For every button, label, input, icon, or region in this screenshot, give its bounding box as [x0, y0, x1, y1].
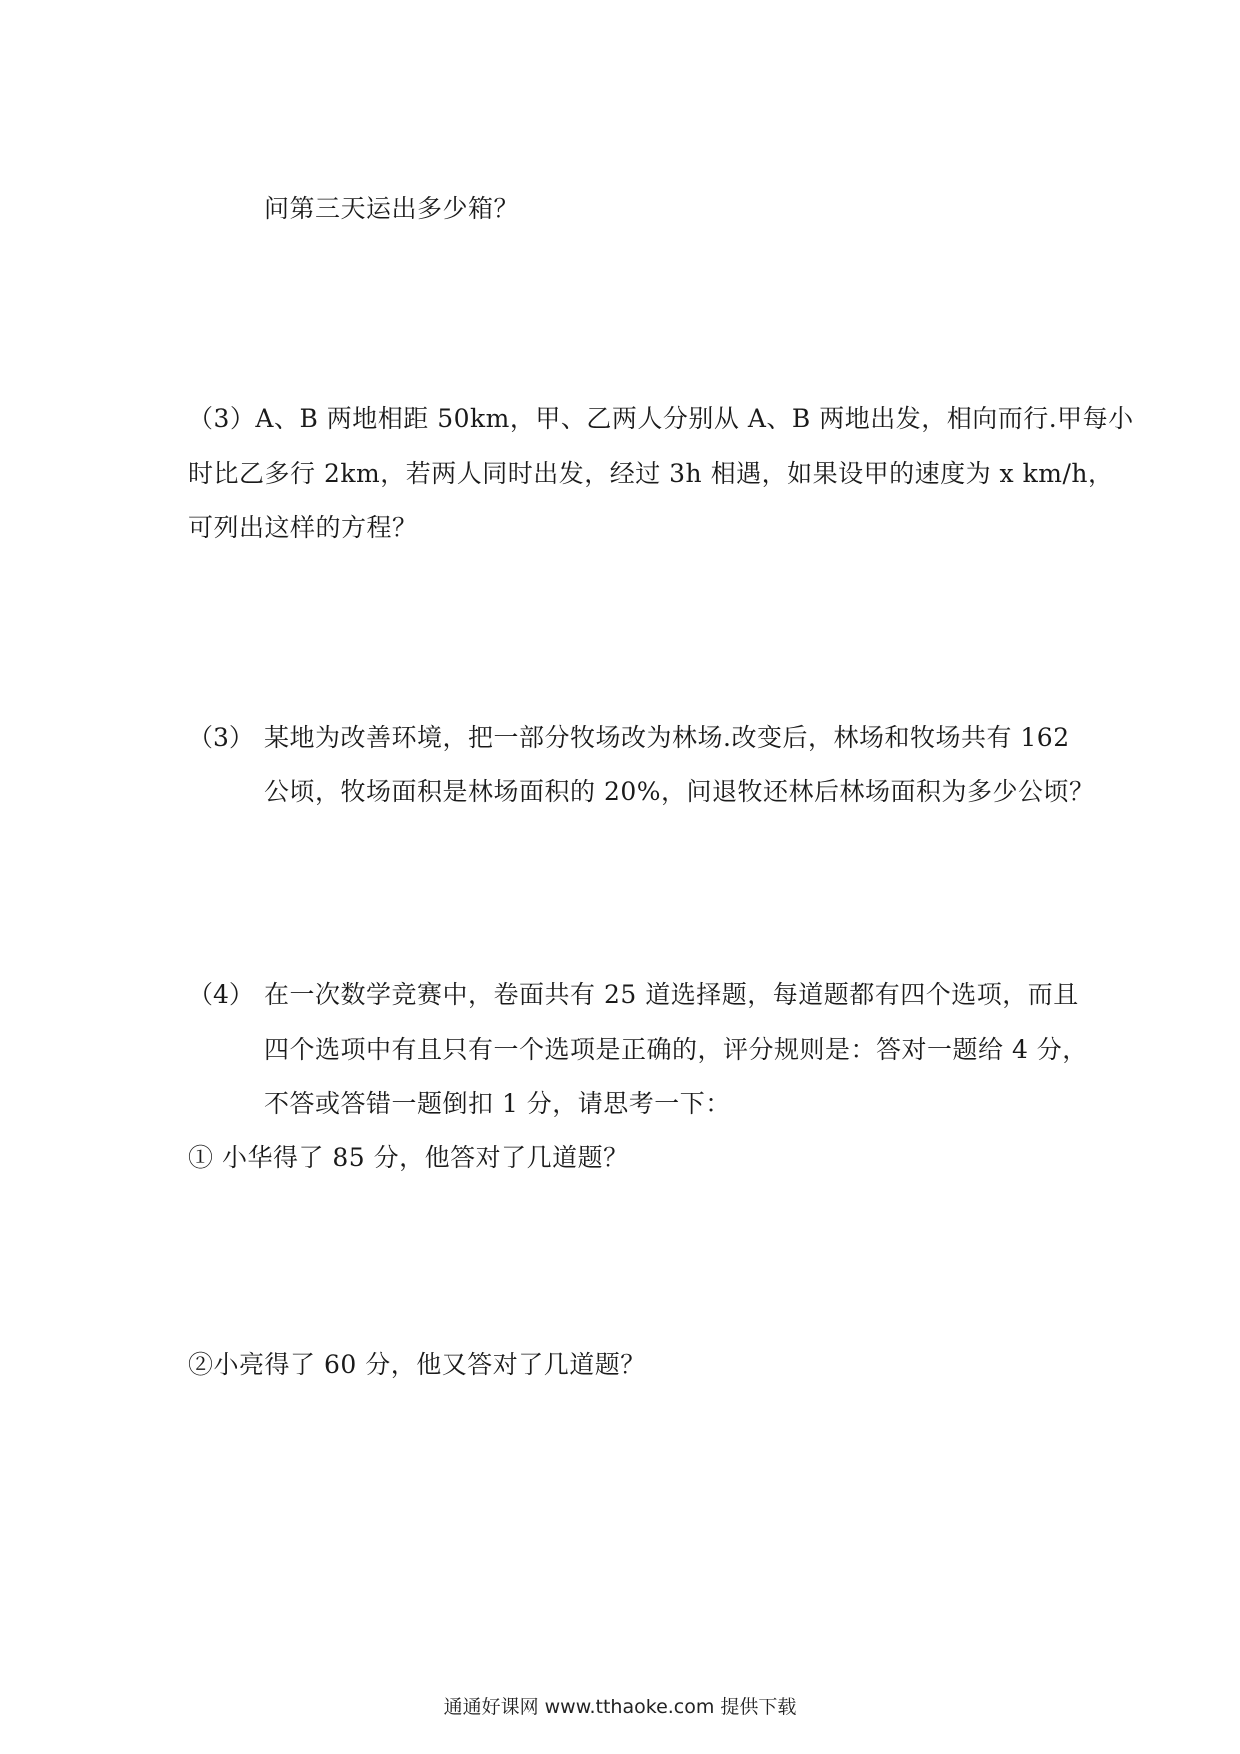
question-4-line-2: 四个选项中有且只有一个选项是正确的，评分规则是：答对一题给 4 分， — [264, 1035, 1088, 1064]
question-3b-label: （3） — [188, 723, 254, 752]
question-3b-line-2: 公顷，牧场面积是林场面积的 20%，问退牧还林后林场面积为多少公顷？ — [264, 777, 1095, 806]
question-4-line-3: 不答或答错一题倒扣 1 分，请思考一下： — [264, 1089, 731, 1118]
question-3a-line-2: 时比乙多行 2km，若两人同时出发，经过 3h 相遇，如果设甲的速度为 x km/h， — [188, 459, 1114, 488]
question-4-sub-2: ②小亮得了 60 分，他又答对了几道题？ — [188, 1350, 646, 1379]
question-3a-line-1 — [188, 402, 1134, 436]
prev-question-continuation: 问第三天运出多少箱？ — [264, 194, 520, 223]
question-4-sub-1: ① 小华得了 85 分，他答对了几道题？ — [188, 1143, 629, 1172]
question-3a-line-3: 可列出这样的方程？ — [188, 513, 418, 542]
question-3a-text-1: A、B 两地相距 50km，甲、乙两人分别从 A、B 两地出发，相向而行.甲每小 — [255, 404, 1134, 433]
question-3a-label: （3） — [188, 404, 256, 433]
question-4-line-1: 在一次数学竞赛中，卷面共有 25 道选择题，每道题都有四个选项，而且 — [264, 980, 1079, 1009]
question-3b-line-1: 某地为改善环境，把一部分牧场改为林场.改变后，林场和牧场共有 162 — [264, 723, 1070, 752]
page-footer: 通通好课网 www.tthaoke.com 提供下载 — [443, 1696, 797, 1718]
question-4-label: （4） — [188, 980, 254, 1009]
